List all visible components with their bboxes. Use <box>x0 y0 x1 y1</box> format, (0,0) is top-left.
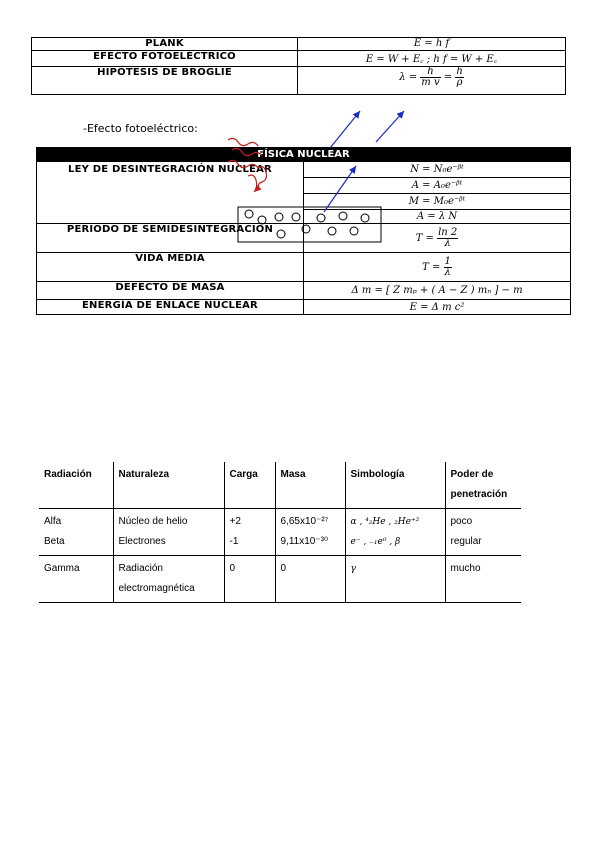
photon-formulas-table <box>31 37 566 95</box>
denominator: λ <box>444 266 451 278</box>
column-header: Poder de penetración <box>445 462 521 509</box>
caption: -Efecto fotoeléctrico: <box>83 122 198 135</box>
column-header: Radiación <box>39 462 113 509</box>
table-row <box>37 300 571 315</box>
row-label: PERIODO DE SEMIDESINTEGRACIÓN <box>37 224 304 253</box>
table-row <box>32 38 566 51</box>
denominator: ρ <box>456 77 463 88</box>
table-row <box>32 51 566 67</box>
table-row <box>39 509 521 556</box>
row-label: ENERGÍA DE ENLACE NUCLEAR <box>37 300 304 315</box>
row-formula: Δ m = [ Z mₚ + ( A − Z ) mₙ ] − m <box>304 282 571 300</box>
row-formula <box>298 67 566 95</box>
cell: 6,65x10⁻²⁷ 9,11x10⁻³⁰ <box>275 509 345 556</box>
table-row <box>37 162 571 178</box>
column-header: Simbología <box>345 462 445 509</box>
cell: Gamma <box>39 556 113 603</box>
row-formula <box>304 253 571 282</box>
table-row <box>32 67 566 95</box>
formula-lhs: λ = <box>399 72 418 83</box>
row-formula: A = A₀e⁻ᵝᵗ <box>304 178 571 194</box>
row-formula: E = h f <box>298 38 566 51</box>
row-label: DEFECTO DE MASA <box>37 282 304 300</box>
nuclear-physics-table <box>36 147 571 315</box>
column-header: Masa <box>275 462 345 509</box>
table-title: FÍSICA NUCLEAR <box>37 148 571 162</box>
column-header: Naturaleza <box>113 462 224 509</box>
fraction <box>437 228 458 249</box>
row-formula: N = N₀e⁻ᵝᵗ <box>304 162 571 178</box>
cell: 0 <box>224 556 275 603</box>
row-formula: M = M₀e⁻ᵝᵗ <box>304 194 571 210</box>
row-formula: E = Δ m c² <box>304 300 571 315</box>
row-label: LEY DE DESINTEGRACIÓN NUCLEAR <box>37 162 304 224</box>
cell: 0 <box>275 556 345 603</box>
numerator: 1 <box>444 255 451 267</box>
denominator: λ <box>444 237 451 249</box>
cell: Radiación electromagnética <box>113 556 224 603</box>
table-header-row <box>39 462 521 509</box>
table-row <box>37 253 571 282</box>
table-row <box>39 556 521 603</box>
row-label: VIDA MEDIA <box>37 253 304 282</box>
cell: γ <box>345 556 445 603</box>
column-header: Carga <box>224 462 275 509</box>
row-formula: E = W + E꜀ ; h f = W + E꜀ <box>298 51 566 67</box>
table-row <box>37 282 571 300</box>
fraction <box>420 67 440 88</box>
row-formula: A = λ N <box>304 210 571 224</box>
formula-lhs: T = <box>422 261 441 273</box>
fraction <box>455 67 463 88</box>
numerator: ln 2 <box>438 226 458 238</box>
formula-eq: = <box>443 72 453 83</box>
cell: mucho <box>445 556 521 603</box>
row-label: PLANK <box>32 38 298 51</box>
row-label: EFECTO FOTOELÉCTRICO <box>32 51 298 67</box>
table-row <box>37 224 571 253</box>
denominator: m v <box>421 77 440 88</box>
cell: Núcleo de helio Electrones <box>113 509 224 556</box>
fraction <box>444 257 452 278</box>
row-label: HIPÓTESIS DE BROGLIE <box>32 67 298 95</box>
table-header <box>37 148 571 162</box>
row-formula <box>304 224 571 253</box>
radiation-table <box>39 462 521 603</box>
cell: +2 -1 <box>224 509 275 556</box>
cell: α , ⁴₂He , ₂He⁺² e⁻ , ₋₁e⁰ , β <box>345 509 445 556</box>
cell: Alfa Beta <box>39 509 113 556</box>
cell: poco regular <box>445 509 521 556</box>
numerator: h <box>456 66 463 77</box>
numerator: h <box>420 67 440 78</box>
formula-lhs: T = <box>415 232 434 244</box>
